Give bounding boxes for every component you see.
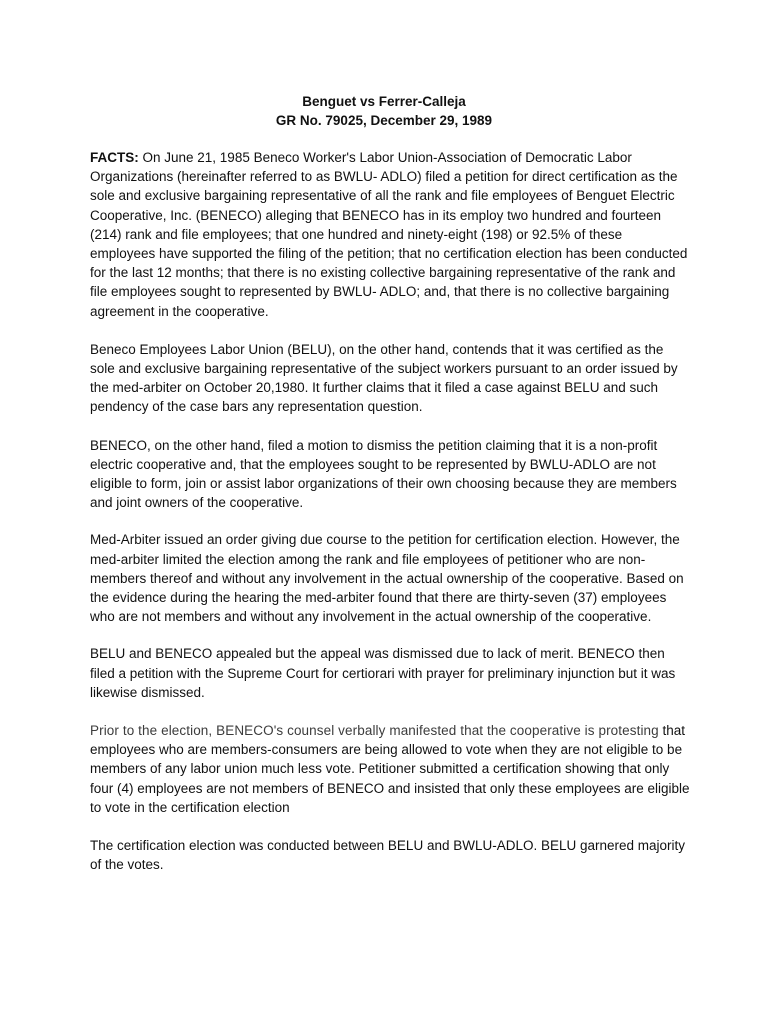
case-title: Benguet vs Ferrer-Calleja (302, 94, 466, 109)
protest-rest-text: that employees who are members-consumers are being allowed to vote when they are not eligible to be members of any labor union much less vote. Petitioner submitted a certification showing that only four (4) employees are not members of BENECO and insisted that only these employees are eligible to vote in the certification election (90, 723, 690, 815)
case-citation: GR No. 79025, December 29, 1989 (275, 113, 493, 128)
paragraph-med-arbiter-order: Med-Arbiter issued an order giving due course to the petition for certification election. However, the med-arbiter limited the election among the rank and file employees of petitioner who are non-members thereof and without any involvement in the actual ownership of the cooperative. Based on the evidence during the hearing the med-arbiter found that there are thirty-seven (37) employees who are not members and without any involvement in the actual ownership of the cooperative. (90, 532, 684, 625)
paragraph-beneco-motion: BENECO, on the other hand, filed a motion to dismiss the petition claiming that it is a non-profit electric cooperative and, that the employees sought to be represented by BWLU-ADLO are not eligible to form, join or assist labor organizations of their own choosing because they are members and joint owners of the cooperative. (90, 437, 677, 511)
document-title (0, 92, 768, 130)
paragraph-election-result: The certification election was conducted between BELU and BWLU-ADLO. BELU garnered majority of the votes. (90, 838, 686, 873)
paragraph-belu-contention: Beneco Employees Labor Union (BELU), on the other hand, contends that it was certified as the sole and exclusive bargaining representative of the subject workers pursuant to an order issued by the med-arbiter on October 20,1980. It further claims that it filed a case against BELU and such pendency of the case bars any representation question. (90, 341, 678, 415)
facts-label: FACTS: (90, 150, 139, 165)
paragraph-appeal: BELU and BENECO appealed but the appeal was dismissed due to lack of merit. BENECO then filed a petition with the Supreme Court for certiorari with prayer for preliminary injunction but it was likewise dismissed. (90, 646, 676, 700)
document-body (90, 148, 690, 894)
protest-lead-text: Prior to the election, BENECO's counsel verbally manifested that the cooperative is protesting (90, 723, 659, 739)
facts-text: On June 21, 1985 Beneco Worker's Labor Union-Association of Democratic Labor Organizations (hereinafter referred to as BWLU- ADLO) filed a petition for direct certification as the sole and exclusive bargaining representative of all the rank and file employees of Benguet Electric Cooperative, Inc. (BENECO) alleging that BENECO has in its employ two hundred and fourteen (214) rank and file employees; that one hundred and ninety-eight (198) or 92.5% of these employees have supported the filing of the petition; that no certification election has been conducted for the last 12 months; that there is no existing collective bargaining representative of the rank and file employees sought to represented by BWLU- ADLO; and, that there is no collective bargaining agreement in the cooperative. (90, 150, 688, 319)
paragraph-election-protest (90, 721, 690, 817)
facts-paragraph (90, 148, 690, 321)
